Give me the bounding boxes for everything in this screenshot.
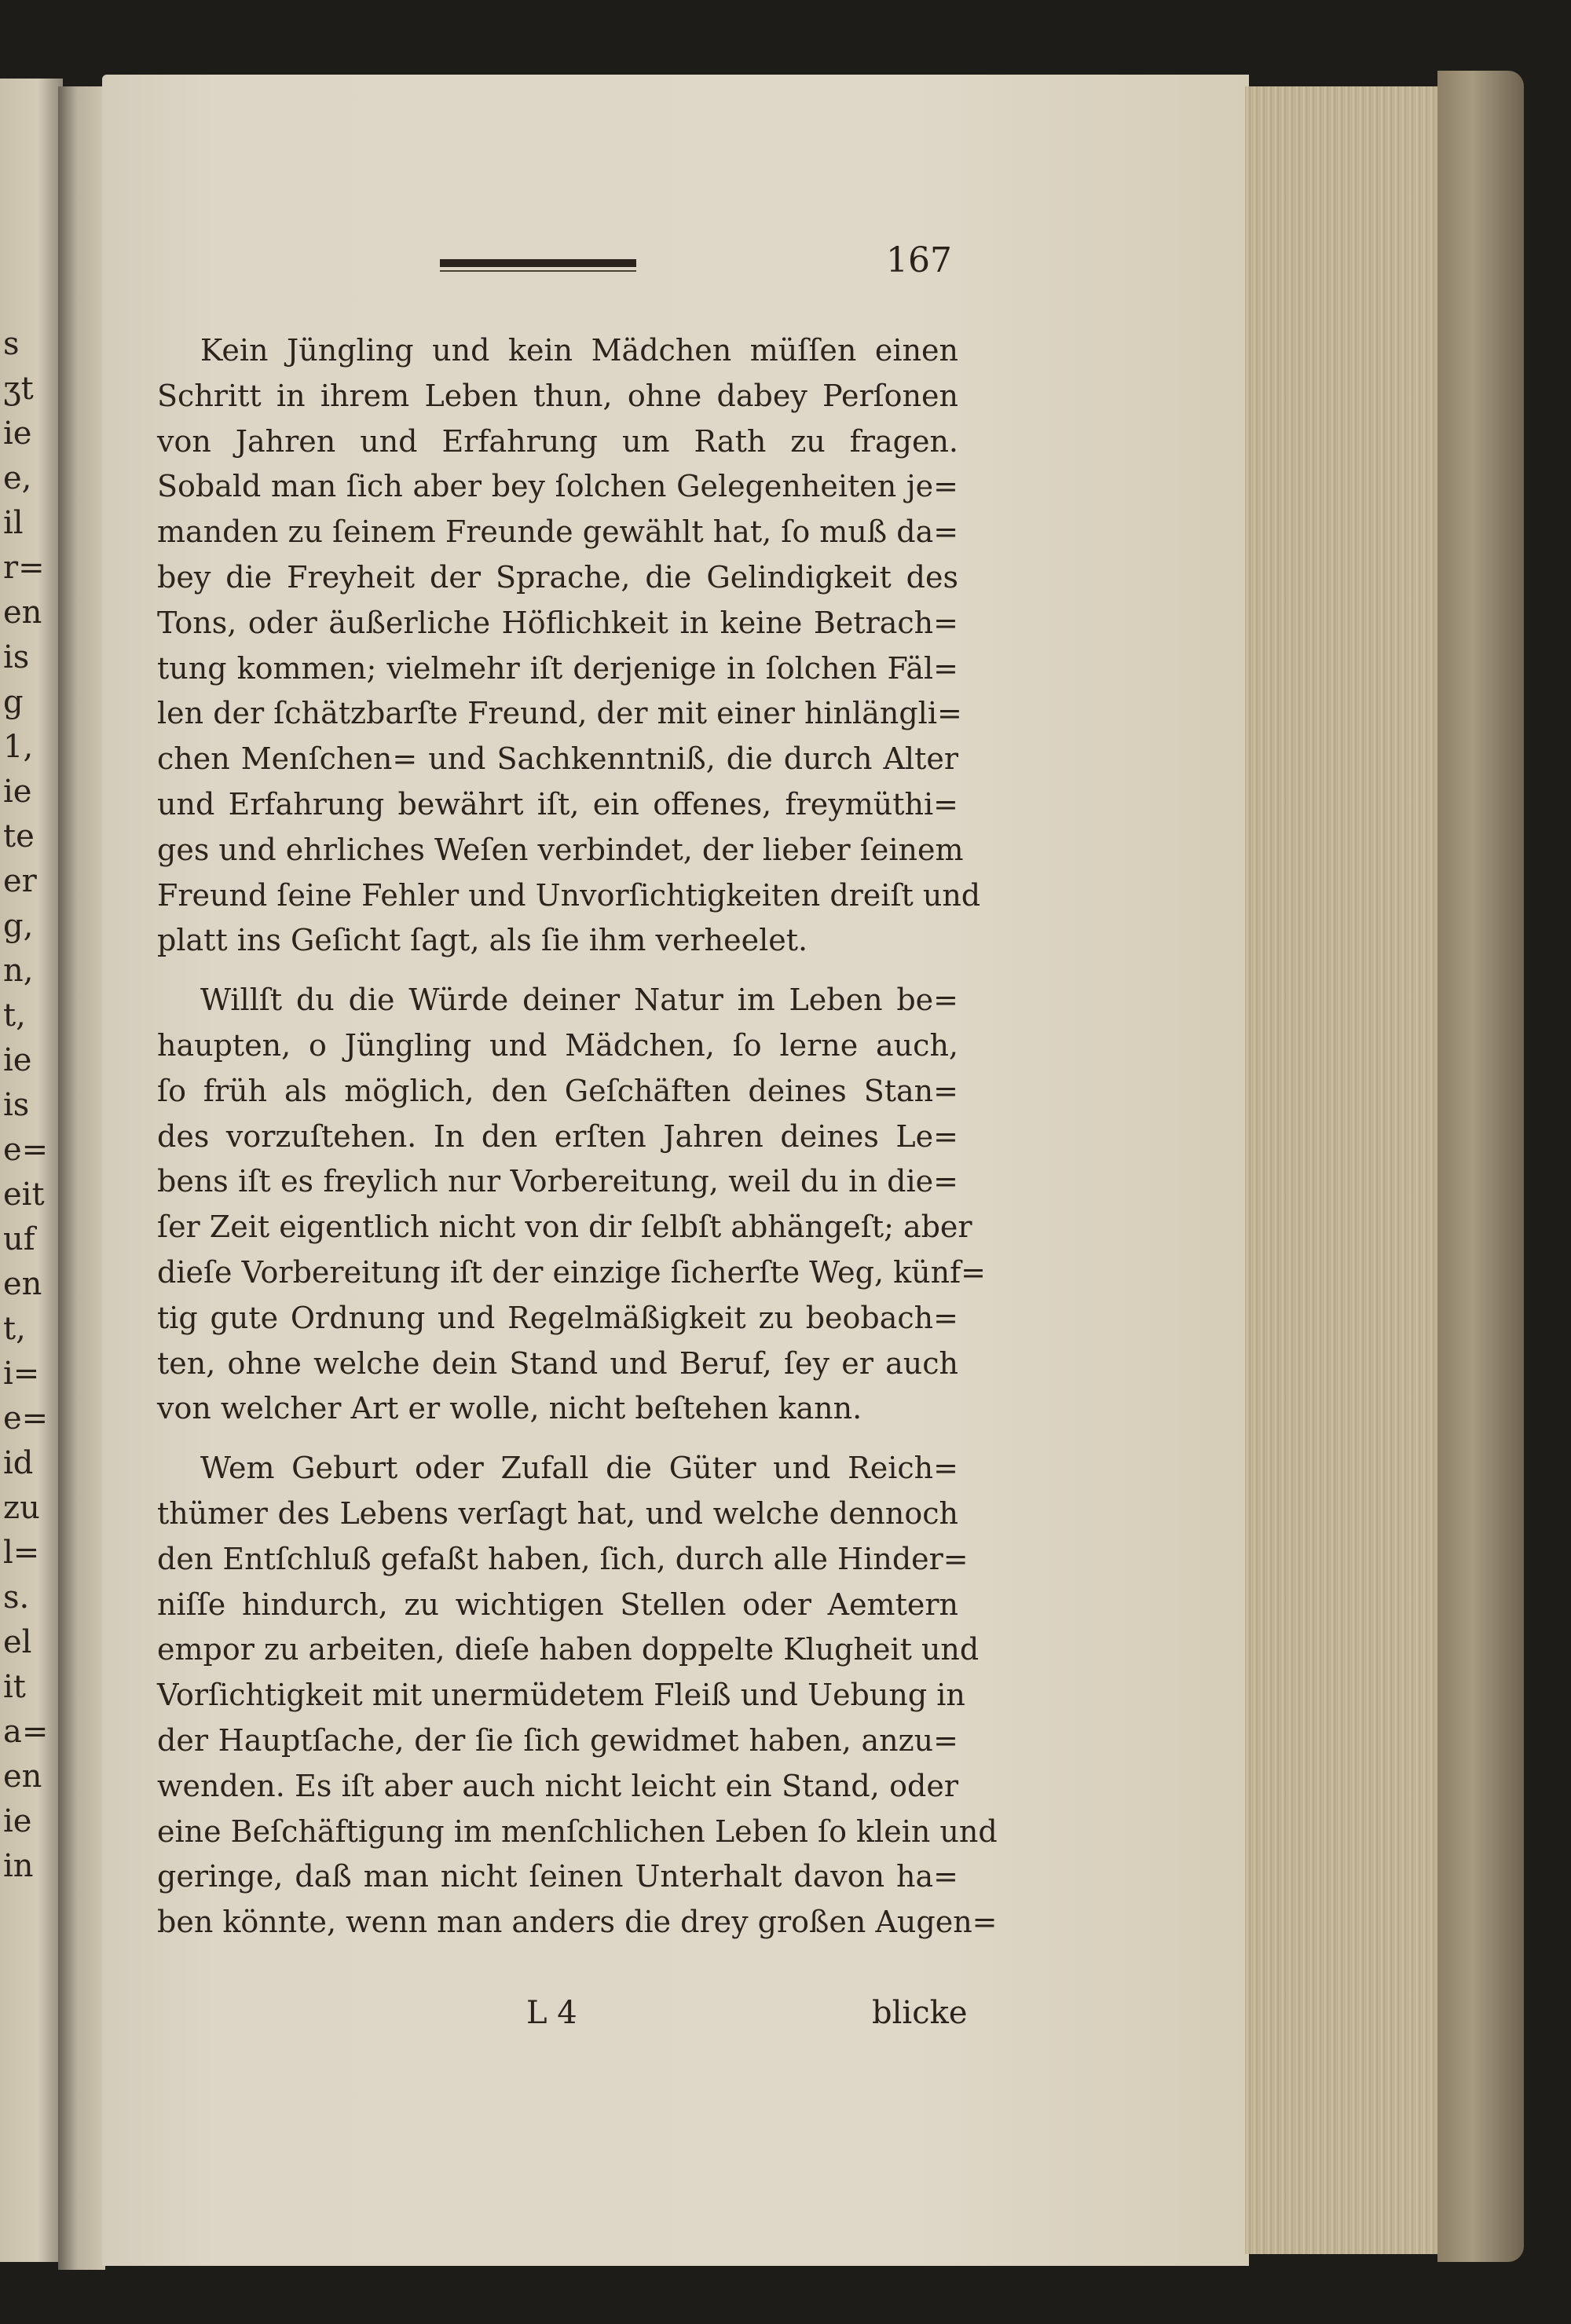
paragraph-gap — [157, 964, 958, 978]
paragraph — [157, 328, 981, 964]
book-cover-edge — [1437, 71, 1524, 2262]
left-fragment: r= — [3, 550, 45, 586]
text-line: des vorzuſtehen. In den erſten Jahren deines Le= — [157, 1118, 958, 1154]
left-fragment: ie — [3, 415, 32, 452]
text-line: Kein Jüngling und kein Mädchen müſſen einen — [200, 333, 958, 368]
text-line: von Jahren und Erfahrung um Rath zu fragen. — [157, 423, 958, 459]
text-line: haupten, o Jüngling und Mädchen, ſo lerne auch, — [157, 1027, 958, 1063]
text-line: eine Beſchäftigung im menſchlichen Leben ſo klein und — [157, 1813, 998, 1849]
text-line: Freund ſeine Fehler und Unvorſichtigkeiten dreiſt und — [157, 877, 981, 913]
catchword: blicke — [872, 1995, 968, 2031]
text-line: Tons, oder äußerliche Höflichkeit in keine Betrach= — [157, 605, 958, 640]
paragraph-gap — [157, 1432, 958, 1446]
text-line: wenden. Es iſt aber auch nicht leicht ein Stand, oder — [157, 1768, 958, 1803]
left-fragment: it — [3, 1669, 26, 1705]
text-line: niſſe hindurch, zu wichtigen Stellen oder Aemtern — [157, 1587, 958, 1622]
text-line: Schritt in ihrem Leben thun, ohne dabey Perſonen — [157, 378, 958, 413]
left-fragment: en — [3, 1759, 42, 1795]
left-fragment: l= — [3, 1535, 40, 1571]
text-line: len der ſchätzbarſte Freund, der mit einer hinlängli= — [157, 696, 962, 731]
book-gutter — [58, 86, 105, 2270]
text-line: ſer Zeit eigentlich nicht von dir ſelbſt abhängeſt; aber — [157, 1210, 972, 1245]
left-fragment: il — [3, 505, 24, 541]
text-line: der Hauptſache, der ſie ſich gewidmet haben, anzu= — [157, 1722, 958, 1758]
paragraph — [157, 978, 986, 1432]
text-line: manden zu ſeinem Freunde gewählt hat, ſo muß da= — [157, 514, 959, 550]
text-line: ten, ohne welche dein Stand und Beruf, ſey er auch — [157, 1345, 958, 1381]
paragraph — [157, 1446, 998, 1945]
text-line: Willſt du die Würde deiner Natur im Leben be= — [200, 983, 958, 1018]
left-fragment: zu — [3, 1490, 40, 1526]
left-fragment: ie — [3, 774, 32, 810]
left-fragment: er — [3, 863, 37, 899]
text-line: ſo früh als möglich, den Geſchäften deines Stan= — [157, 1073, 958, 1108]
header-rule — [440, 259, 636, 267]
left-fragment: uf — [3, 1221, 35, 1257]
left-fragment: g, — [3, 908, 34, 944]
text-line: tig gute Ordnung und Regelmäßigkeit zu beobach= — [157, 1300, 958, 1335]
left-fragment: ie — [3, 1803, 32, 1839]
left-fragment: t, — [3, 997, 26, 1034]
left-fragment: n, — [3, 953, 34, 989]
left-fragment: ʒt — [3, 371, 34, 407]
left-fragment: en — [3, 1266, 42, 1302]
text-line: geringe, daß man nicht ſeinen Unterhalt davon ha= — [157, 1859, 958, 1894]
text-line: und Erfahrung bewährt iſt, ein offenes, freymüthi= — [157, 786, 958, 822]
signature-mark: L 4 — [526, 1995, 577, 2031]
text-line: tung kommen; vielmehr iſt derjenige in ſolchen Fäl= — [157, 650, 958, 686]
left-fragment: e, — [3, 460, 32, 496]
text-line: den Entſchluß gefaßt haben, ſich, durch alle Hinder= — [157, 1541, 969, 1576]
text-line: Vorſichtigkeit mit unermüdetem Fleiß und Uebung in — [157, 1678, 965, 1713]
text-line: thümer des Lebens verſagt hat, und welche dennoch — [157, 1495, 958, 1531]
text-line: ben könnte, wenn man anders die drey großen Augen= — [157, 1905, 998, 1940]
left-fragment: te — [3, 818, 35, 855]
text-line: dieſe Vorbereitung iſt der einzige ſicherſte Weg, künf= — [157, 1254, 986, 1290]
left-fragment: t, — [3, 1311, 26, 1347]
left-fragment: is — [3, 639, 30, 675]
text-line: von welcher Art er wolle, nicht beſtehen kann. — [157, 1391, 862, 1426]
text-line: Sobald man ſich aber bey ſolchen Gelegenheiten je= — [157, 469, 958, 504]
left-fragment: s. — [3, 1579, 30, 1616]
page-number: 167 — [886, 240, 952, 280]
left-page-text-fragments — [3, 322, 50, 1889]
left-fragment: is — [3, 1087, 30, 1123]
left-fragment: eit — [3, 1177, 45, 1213]
left-fragment: a= — [3, 1714, 49, 1750]
text-line: ges und ehrliches Weſen verbindet, der lieber ſeinem — [157, 832, 964, 867]
text-line: bens iſt es freylich nur Vorbereitung, weil du in die= — [157, 1164, 958, 1199]
left-fragment: i= — [3, 1356, 40, 1392]
text-line: chen Menſchen= und Sachkenntniß, die durch Alter — [157, 741, 958, 777]
left-fragment: e= — [3, 1400, 49, 1436]
text-line: platt ins Geſicht ſagt, als ſie ihm verheelet. — [157, 923, 808, 958]
left-fragment: e= — [3, 1132, 49, 1168]
left-fragment: id — [3, 1445, 34, 1481]
left-fragment: en — [3, 595, 42, 631]
header-rule-thin — [440, 270, 636, 272]
left-fragment: g — [3, 684, 24, 720]
left-fragment: ie — [3, 1042, 32, 1078]
left-fragment: in — [3, 1848, 34, 1884]
left-fragment: 1, — [3, 729, 34, 765]
left-fragment: el — [3, 1624, 32, 1660]
left-fragment: s — [3, 326, 20, 362]
page-text-body — [157, 328, 998, 1945]
text-line: bey die Freyheit der Sprache, die Gelindigkeit des — [157, 559, 958, 595]
text-line: Wem Geburt oder Zufall die Güter und Reich= — [200, 1451, 958, 1486]
text-line: empor zu arbeiten, dieſe haben doppelte Klugheit und — [157, 1632, 980, 1667]
